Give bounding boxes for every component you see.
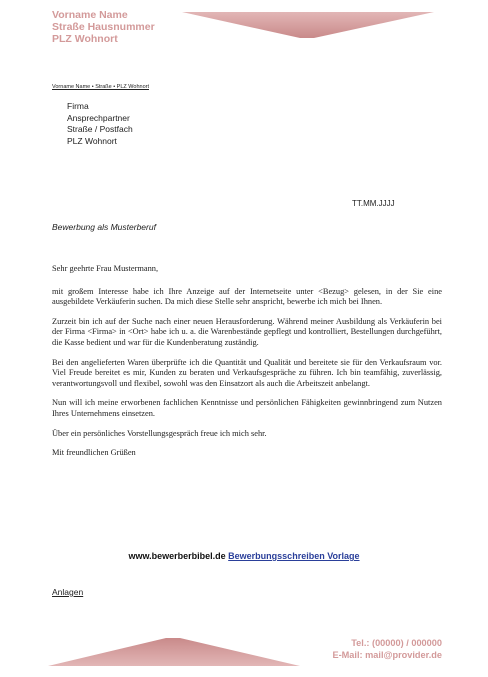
template-link[interactable]: Bewerbungsschreiben Vorlage — [228, 551, 360, 561]
salutation: Sehr geehrte Frau Mustermann, — [52, 264, 159, 273]
paragraph-3: Bei den angelieferten Waren überprüfte ich die Quantität und Qualität und bereitete sie für den Verkaufsraum vor. Viel Freude bereitet es mir, Kunden zu beraten und Verkaufsgespräche zu führen. Ich bin teamfähig, zuverlässig, verantwortungsvoll und flexibel, sowohl was den Einsatzort als auch die Arbeitszeit anbelangt. — [52, 357, 442, 388]
recipient-address — [67, 101, 133, 147]
website-line — [0, 551, 488, 561]
paragraph-1: mit großem Interesse habe ich Ihre Anzeige auf der Internetseite unter <Bezug> gelesen, in der Sie eine ausgebildete Verkäuferin suchen. Da mich diese Stelle sehr anspricht, bewerbe ich mich bei Ihnen. — [52, 286, 442, 307]
letter-subject: Bewerbung als Musterberuf — [52, 222, 156, 232]
letter-body — [52, 264, 442, 468]
return-address-line: Vorname Name • Straße • PLZ Wohnort — [52, 84, 149, 90]
contact-phone: Tel.: (00000) / 000000 — [351, 638, 442, 648]
paragraph-4: Nun will ich meine erworbenen fachlichen Kenntnisse und persönlichen Fähigkeiten gewinnbringend zum Nutzen Ihres Unternehmens einsetzen. — [52, 398, 442, 418]
recipient-street: Straße / Postfach — [67, 124, 133, 134]
sender-name: Vorname Name — [52, 9, 128, 21]
contact-email: E-Mail: mail@provider.de — [332, 650, 442, 660]
attachments-label: Anlagen — [52, 587, 84, 597]
sender-address — [52, 9, 155, 45]
recipient-company: Firma — [67, 101, 89, 111]
paragraph-5: Über ein persönliches Vorstellungsgespräch freue ich mich sehr. — [52, 428, 267, 438]
top-banner-shape — [182, 12, 434, 38]
sender-city: PLZ Wohnort — [52, 33, 118, 45]
sender-street: Straße Hausnummer — [52, 21, 155, 33]
closing: Mit freundlichen Grüßen — [52, 448, 136, 458]
letter-date: TT.MM.JJJJ — [352, 199, 395, 208]
contact-info — [332, 637, 442, 661]
paragraph-2: Zurzeit bin ich auf der Suche nach einer neuen Herausforderung. Während meiner Ausbildung als Verkäuferin bei der Firma <Firma> in <Ort> habe ich u. a. die Warenbestände gepflegt und kontrolliert, Bestellungen durchgeführt, die Kasse bedient und war für die Kundenberatung zuständig. — [52, 316, 442, 347]
recipient-city: PLZ Wohnort — [67, 135, 117, 146]
bottom-banner-shape — [48, 638, 300, 666]
recipient-contact: Ansprechpartner — [67, 112, 130, 123]
website-domain: www.bewerberbibel.de — [128, 551, 226, 561]
